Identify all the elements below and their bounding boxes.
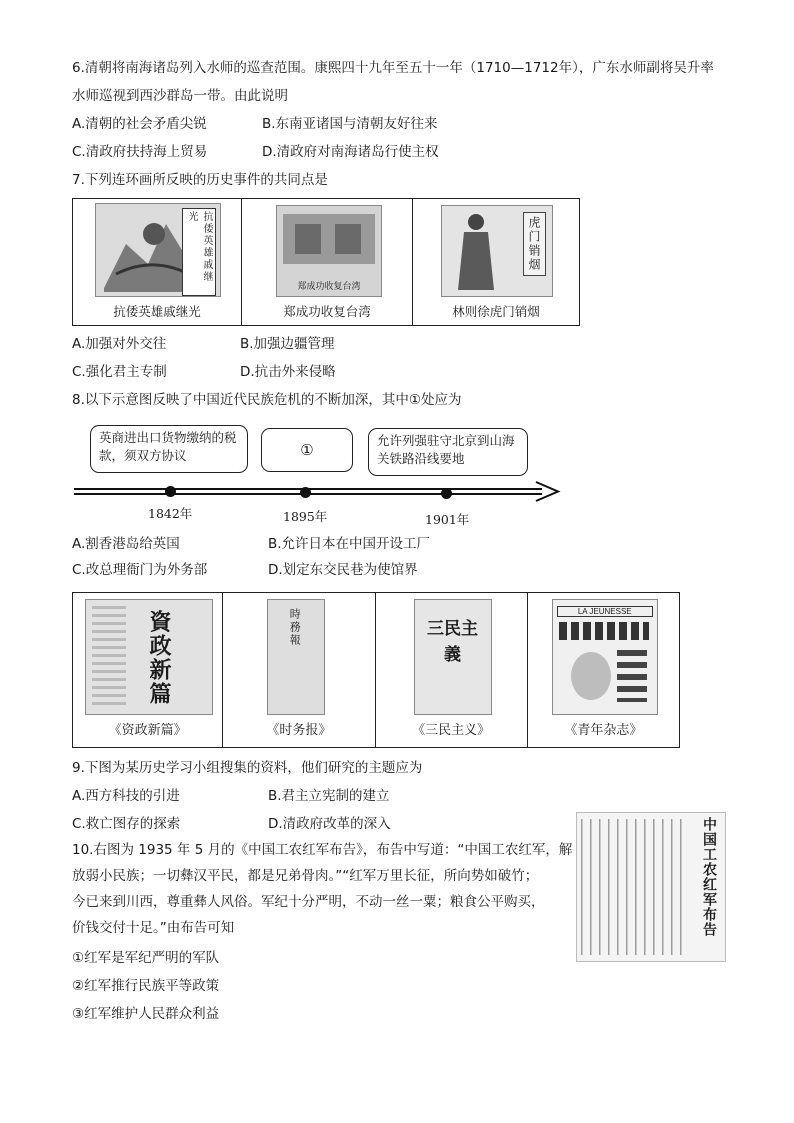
- q9-panel-3-caption: 《三民主义》: [412, 723, 491, 738]
- lin-zexu-cover-image: [441, 205, 553, 297]
- q6-option-c: C.清政府扶持海上贸易: [72, 144, 208, 160]
- q8-option-c: C.改总理衙门为外务部: [72, 562, 208, 578]
- q9-stem: 9.下图为某历史学习小组搜集的资料，他们研究的主题应为: [72, 760, 423, 776]
- q7-option-d: D.抗击外来侵略: [240, 364, 336, 380]
- shiwubao-cover-image: [267, 599, 325, 715]
- q9-panel-3: [376, 593, 528, 747]
- q7-panel-2-cover-text: 郑成功收复台湾: [297, 282, 361, 292]
- q7-option-b: B.加强边疆管理: [240, 336, 335, 352]
- q7-panel-2-caption: 郑成功收复台湾: [283, 304, 371, 319]
- q9-option-d: D.清政府改革的深入: [268, 816, 391, 832]
- q9-option-a: A.西方科技的引进: [72, 788, 180, 804]
- q10-stem-line3: 今已来到川西，尊重彝人风俗。军纪十分严明，不动一丝一粟；粮食公平购买，: [72, 894, 545, 910]
- q8-timeline-dot-1901: [441, 488, 452, 499]
- q9-panel-2: [223, 593, 375, 747]
- qingnian-zazhi-cover-image: [552, 599, 658, 715]
- q10-stem-line2: 放弱小民族；一切彝汉平民，都是兄弟骨肉。”“红军万里长征，所向势如破竹；: [72, 868, 539, 884]
- q8-option-a: A.割香港岛给英国: [72, 536, 180, 552]
- q7-panel-3: [413, 199, 579, 325]
- q9-document-panels: [72, 592, 680, 748]
- q8-timeline-box-1901: 允许列强驻守北京到山海关铁路沿线要地: [368, 428, 528, 476]
- q7-option-a: A.加强对外交往: [72, 336, 167, 352]
- q8-year-1895: 1895年: [283, 509, 328, 524]
- qi-jiguang-cover-image: [95, 203, 221, 297]
- q6-stem-line1: 6.清朝将南海诸岛列入水师的巡查范围。康熙四十九年至五十一年（1710—1712年），广东水师副将吴升率: [72, 60, 714, 76]
- q7-panel-2: [242, 199, 413, 325]
- q8-option-d: D.划定东交民巷为使馆界: [268, 562, 418, 578]
- q6-stem-line2: 水师巡视到西沙群岛一带。由此说明: [72, 88, 288, 104]
- q7-panel-1-cover-text: 抗倭英雄戚继光: [182, 208, 216, 296]
- q7-panel-3-caption: 林则徐虎门销烟: [452, 304, 540, 319]
- q6-option-d: D.清政府对南海诸岛行使主权: [262, 144, 439, 160]
- q8-option-b: B.允许日本在中国开设工厂: [268, 536, 431, 552]
- q7-option-c: C.强化君主专制: [72, 364, 167, 380]
- q8-timeline-box-blank: ①: [261, 428, 353, 472]
- q10-stem-line1: 10.右图为 1935 年 5 月的《中国工农红军布告》，布告中写道：“中国工农红军，解: [72, 842, 573, 858]
- q7-comic-panels: [72, 198, 580, 326]
- q9-panel-3-cover-text: 三民主義: [427, 619, 478, 665]
- q7-panel-1: [73, 199, 242, 325]
- q9-panel-4: [528, 593, 679, 747]
- q9-panel-1: [73, 593, 223, 747]
- q10-stem-line4: 价钱交付十足。”由布告可知: [72, 920, 235, 936]
- q8-timeline-dot-1842: [165, 486, 176, 497]
- red-army-notice-title: 中国工农红军布告: [701, 817, 717, 937]
- sanmin-zhuyi-cover-image: [414, 599, 492, 715]
- zizheng-xinpian-cover-image: [85, 599, 213, 715]
- q9-panel-1-caption: 《资政新篇》: [108, 723, 187, 738]
- q7-stem: 7.下列连环画所反映的历史事件的共同点是: [72, 172, 328, 188]
- q10-item-1: ①红军是军纪严明的军队: [72, 950, 220, 966]
- q9-option-b: B.君主立宪制的建立: [268, 788, 390, 804]
- q8-year-1842: 1842年: [148, 506, 193, 521]
- q8-year-1901: 1901年: [425, 512, 470, 527]
- q9-option-c: C.救亡图存的探索: [72, 816, 181, 832]
- q8-stem: 8.以下示意图反映了中国近代民族危机的不断加深，其中①处应为: [72, 392, 462, 408]
- q9-panel-1-cover-text: 資政新篇: [146, 610, 172, 706]
- q6-option-b: B.东南亚诸国与清朝友好往来: [262, 116, 438, 132]
- red-army-notice-image: [576, 812, 726, 962]
- q8-timeline-arrow: [74, 480, 564, 504]
- q7-panel-1-caption: 抗倭英雄戚继光: [113, 304, 201, 319]
- q9-panel-2-cover-text: 時務報: [288, 608, 302, 647]
- q9-panel-4-cover-text: LA JEUNESSE: [557, 606, 653, 617]
- q8-timeline-dot-1895: [300, 487, 311, 498]
- q10-item-2: ②红军推行民族平等政策: [72, 978, 220, 994]
- zheng-chenggong-cover-image: [276, 205, 382, 297]
- q8-timeline-box-1842: 英商进出口货物缴纳的税款，须双方协议: [90, 425, 248, 473]
- q9-panel-2-caption: 《时务报》: [266, 723, 332, 738]
- q7-panel-3-cover-text: 虎门销烟: [523, 212, 546, 276]
- q10-item-3: ③红军维护人民群众利益: [72, 1006, 220, 1022]
- q9-panel-4-caption: 《青年杂志》: [564, 723, 643, 738]
- q6-option-a: A.清朝的社会矛盾尖锐: [72, 116, 207, 132]
